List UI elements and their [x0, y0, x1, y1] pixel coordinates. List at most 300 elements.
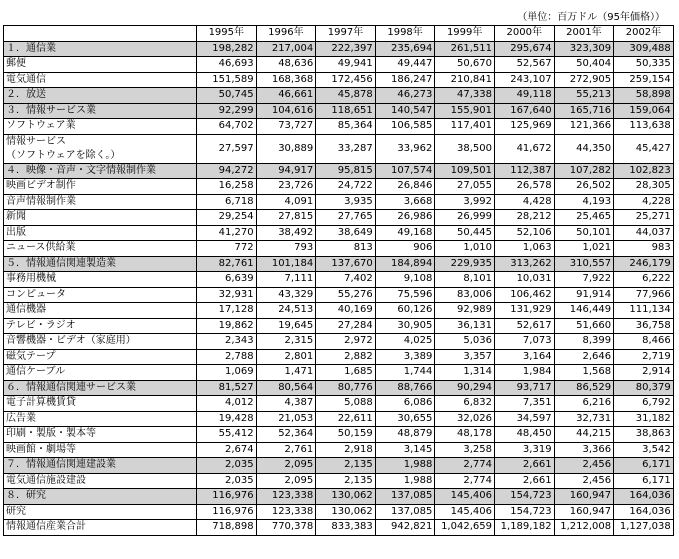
value-cell: 38,492 — [256, 225, 316, 241]
value-cell: 48,178 — [435, 427, 495, 443]
subcategory-label: 広告業 — [4, 411, 197, 427]
value-cell: 2,661 — [494, 458, 554, 474]
subcategory-label: 映画ビデオ制作 — [4, 179, 197, 195]
value-cell: 772 — [197, 241, 257, 257]
value-cell: 7,402 — [316, 272, 376, 288]
subcategory-row — [4, 303, 674, 319]
value-cell: 140,547 — [375, 103, 435, 119]
subcategory-label: テレビ・ラジオ — [4, 318, 197, 334]
value-cell: 38,649 — [316, 225, 376, 241]
value-cell: 17,128 — [197, 303, 257, 319]
value-cell: 2,918 — [316, 442, 376, 458]
value-cell: 109,501 — [435, 163, 495, 179]
value-cell: 86,529 — [554, 380, 614, 396]
category-label: ３．情報サービス業 — [4, 103, 197, 119]
value-cell: 107,574 — [375, 163, 435, 179]
year-header: 1996年 — [256, 26, 316, 42]
value-cell: 92,299 — [197, 103, 257, 119]
value-cell: 770,378 — [256, 520, 316, 536]
value-cell: 3,366 — [554, 442, 614, 458]
subcategory-label: 情報サービス （ソフトウェアを除く。） — [4, 134, 197, 163]
value-cell: 49,168 — [375, 225, 435, 241]
value-cell: 4,228 — [614, 194, 674, 210]
value-cell: 793 — [256, 241, 316, 257]
value-cell: 32,731 — [554, 411, 614, 427]
value-cell: 3,145 — [375, 442, 435, 458]
value-cell: 2,761 — [256, 442, 316, 458]
value-cell: 75,596 — [375, 287, 435, 303]
value-cell: 51,660 — [554, 318, 614, 334]
subcategory-label: 音響機器・ビデオ（家庭用） — [4, 334, 197, 350]
value-cell: 2,719 — [614, 349, 674, 365]
value-cell: 159,064 — [614, 103, 674, 119]
subcategory-row — [4, 119, 674, 135]
value-cell: 19,645 — [256, 318, 316, 334]
value-cell: 2,095 — [256, 473, 316, 489]
value-cell: 3,992 — [435, 194, 495, 210]
value-cell: 50,159 — [316, 427, 376, 443]
value-cell: 116,976 — [197, 489, 257, 505]
value-cell: 27,597 — [197, 134, 257, 163]
value-cell: 906 — [375, 241, 435, 257]
value-cell: 2,095 — [256, 458, 316, 474]
value-cell: 1,063 — [494, 241, 554, 257]
value-cell: 1,021 — [554, 241, 614, 257]
subcategory-label: 電気通信 — [4, 72, 197, 88]
value-cell: 6,216 — [554, 396, 614, 412]
value-cell: 27,055 — [435, 179, 495, 195]
value-cell: 112,387 — [494, 163, 554, 179]
value-cell: 92,989 — [435, 303, 495, 319]
value-cell: 2,135 — [316, 473, 376, 489]
value-cell: 130,062 — [316, 489, 376, 505]
value-cell: 50,745 — [197, 88, 257, 104]
value-cell: 22,611 — [316, 411, 376, 427]
value-cell: 2,315 — [256, 334, 316, 350]
value-cell: 7,351 — [494, 396, 554, 412]
value-cell: 6,222 — [614, 272, 674, 288]
value-cell: 154,723 — [494, 489, 554, 505]
subcategory-label: 磁気テープ — [4, 349, 197, 365]
value-cell: 2,661 — [494, 473, 554, 489]
value-cell: 1,127,038 — [614, 520, 674, 536]
value-cell: 9,108 — [375, 272, 435, 288]
value-cell: 31,182 — [614, 411, 674, 427]
value-cell: 3,319 — [494, 442, 554, 458]
value-cell: 164,036 — [614, 504, 674, 520]
value-cell: 48,879 — [375, 427, 435, 443]
value-cell: 106,462 — [494, 287, 554, 303]
value-cell: 155,901 — [435, 103, 495, 119]
subcategory-label: 印刷・製版・製本等 — [4, 427, 197, 443]
value-cell: 2,972 — [316, 334, 376, 350]
value-cell: 23,726 — [256, 179, 316, 195]
value-cell: 1,988 — [375, 458, 435, 474]
subcategory-label: 音声情報制作業 — [4, 194, 197, 210]
value-cell: 52,567 — [494, 57, 554, 73]
value-cell: 2,343 — [197, 334, 257, 350]
value-cell: 2,456 — [554, 458, 614, 474]
value-cell: 323,309 — [554, 41, 614, 57]
value-cell: 3,164 — [494, 349, 554, 365]
value-cell: 113,638 — [614, 119, 674, 135]
category-label: ６．情報通信関連サービス業 — [4, 380, 197, 396]
value-cell: 82,761 — [197, 256, 257, 272]
table-body — [4, 41, 674, 535]
value-cell: 16,258 — [197, 179, 257, 195]
value-cell: 137,085 — [375, 504, 435, 520]
value-cell: 91,914 — [554, 287, 614, 303]
value-cell: 52,617 — [494, 318, 554, 334]
value-cell: 1,685 — [316, 365, 376, 381]
value-cell: 32,026 — [435, 411, 495, 427]
subcategory-label: 通信機器 — [4, 303, 197, 319]
value-cell: 43,329 — [256, 287, 316, 303]
value-cell: 259,154 — [614, 72, 674, 88]
value-cell: 121,366 — [554, 119, 614, 135]
value-cell: 7,073 — [494, 334, 554, 350]
value-cell: 46,273 — [375, 88, 435, 104]
value-cell: 27,815 — [256, 210, 316, 226]
value-cell: 1,984 — [494, 365, 554, 381]
unit-note: （単位：百万ドル（95年価格）） — [517, 12, 665, 23]
value-cell: 7,111 — [256, 272, 316, 288]
value-cell: 26,502 — [554, 179, 614, 195]
value-cell: 7,922 — [554, 272, 614, 288]
subcategory-row — [4, 473, 674, 489]
subcategory-label: ニュース供給業 — [4, 241, 197, 257]
value-cell: 30,889 — [256, 134, 316, 163]
category-row — [4, 458, 674, 474]
value-cell: 50,101 — [554, 225, 614, 241]
value-cell: 983 — [614, 241, 674, 257]
value-cell: 6,639 — [197, 272, 257, 288]
value-cell: 2,035 — [197, 473, 257, 489]
subcategory-row — [4, 427, 674, 443]
value-cell: 104,616 — [256, 103, 316, 119]
value-cell: 26,578 — [494, 179, 554, 195]
value-cell: 46,693 — [197, 57, 257, 73]
value-cell: 95,815 — [316, 163, 376, 179]
value-cell: 125,969 — [494, 119, 554, 135]
value-cell: 1,042,659 — [435, 520, 495, 536]
value-cell: 131,929 — [494, 303, 554, 319]
value-cell: 186,247 — [375, 72, 435, 88]
value-cell: 77,966 — [614, 287, 674, 303]
value-cell: 295,674 — [494, 41, 554, 57]
subcategory-row — [4, 194, 674, 210]
value-cell: 49,941 — [316, 57, 376, 73]
value-cell: 217,004 — [256, 41, 316, 57]
value-cell: 55,412 — [197, 427, 257, 443]
value-cell: 26,986 — [375, 210, 435, 226]
value-cell: 55,213 — [554, 88, 614, 104]
value-cell: 160,947 — [554, 504, 614, 520]
value-cell: 26,999 — [435, 210, 495, 226]
value-cell: 168,368 — [256, 72, 316, 88]
subcategory-row — [4, 57, 674, 73]
subcategory-label: コンピュータ — [4, 287, 197, 303]
header-row — [4, 26, 674, 42]
value-cell: 2,774 — [435, 473, 495, 489]
value-cell: 58,898 — [614, 88, 674, 104]
subcategory-label: 事務用機械 — [4, 272, 197, 288]
value-cell: 55,276 — [316, 287, 376, 303]
value-cell: 3,357 — [435, 349, 495, 365]
value-cell: 90,294 — [435, 380, 495, 396]
value-cell: 117,401 — [435, 119, 495, 135]
year-header: 2002年 — [614, 26, 674, 42]
subcategory-row — [4, 272, 674, 288]
value-cell: 27,765 — [316, 210, 376, 226]
value-cell: 94,272 — [197, 163, 257, 179]
value-cell: 19,862 — [197, 318, 257, 334]
value-cell: 3,542 — [614, 442, 674, 458]
value-cell: 41,270 — [197, 225, 257, 241]
value-cell: 52,364 — [256, 427, 316, 443]
value-cell: 1,010 — [435, 241, 495, 257]
value-cell: 8,399 — [554, 334, 614, 350]
value-cell: 40,169 — [316, 303, 376, 319]
value-cell: 833,383 — [316, 520, 376, 536]
value-cell: 38,863 — [614, 427, 674, 443]
year-header: 1995年 — [197, 26, 257, 42]
value-cell: 118,651 — [316, 103, 376, 119]
value-cell: 6,171 — [614, 458, 674, 474]
subcategory-row — [4, 72, 674, 88]
value-cell: 2,135 — [316, 458, 376, 474]
value-cell: 2,882 — [316, 349, 376, 365]
value-cell: 184,894 — [375, 256, 435, 272]
value-cell: 50,445 — [435, 225, 495, 241]
value-cell: 1,189,182 — [494, 520, 554, 536]
value-cell: 5,036 — [435, 334, 495, 350]
value-cell: 160,947 — [554, 489, 614, 505]
subcategory-label: 研究 — [4, 504, 197, 520]
total-label: 情報通信産業合計 — [4, 520, 197, 536]
value-cell: 137,085 — [375, 489, 435, 505]
value-cell: 8,101 — [435, 272, 495, 288]
value-cell: 107,282 — [554, 163, 614, 179]
value-cell: 5,088 — [316, 396, 376, 412]
value-cell: 33,287 — [316, 134, 376, 163]
value-cell: 172,456 — [316, 72, 376, 88]
value-cell: 47,338 — [435, 88, 495, 104]
value-cell: 116,976 — [197, 504, 257, 520]
value-cell: 88,766 — [375, 380, 435, 396]
value-cell: 2,456 — [554, 473, 614, 489]
value-cell: 2,674 — [197, 442, 257, 458]
value-cell: 718,898 — [197, 520, 257, 536]
value-cell: 4,091 — [256, 194, 316, 210]
value-cell: 1,314 — [435, 365, 495, 381]
value-cell: 145,406 — [435, 504, 495, 520]
value-cell: 25,271 — [614, 210, 674, 226]
value-cell: 52,106 — [494, 225, 554, 241]
value-cell: 36,758 — [614, 318, 674, 334]
value-cell: 4,387 — [256, 396, 316, 412]
subcategory-row — [4, 411, 674, 427]
year-header: 1999年 — [435, 26, 495, 42]
value-cell: 167,640 — [494, 103, 554, 119]
value-cell: 38,500 — [435, 134, 495, 163]
value-cell: 243,107 — [494, 72, 554, 88]
value-cell: 4,012 — [197, 396, 257, 412]
value-cell: 19,428 — [197, 411, 257, 427]
subcategory-row — [4, 365, 674, 381]
value-cell: 1,568 — [554, 365, 614, 381]
subcategory-row — [4, 287, 674, 303]
value-cell: 44,037 — [614, 225, 674, 241]
subcategory-label: 電気通信施設建設 — [4, 473, 197, 489]
value-cell: 30,655 — [375, 411, 435, 427]
category-label: ８．研究 — [4, 489, 197, 505]
value-cell: 2,035 — [197, 458, 257, 474]
value-cell: 272,905 — [554, 72, 614, 88]
value-cell: 45,878 — [316, 88, 376, 104]
value-cell: 2,788 — [197, 349, 257, 365]
value-cell: 229,935 — [435, 256, 495, 272]
value-cell: 24,513 — [256, 303, 316, 319]
value-cell: 222,397 — [316, 41, 376, 57]
industry-value-table — [3, 25, 674, 536]
value-cell: 50,670 — [435, 57, 495, 73]
subcategory-label: 郵便 — [4, 57, 197, 73]
value-cell: 44,350 — [554, 134, 614, 163]
value-cell: 27,284 — [316, 318, 376, 334]
value-cell: 36,131 — [435, 318, 495, 334]
subcategory-row — [4, 134, 674, 163]
subcategory-row — [4, 318, 674, 334]
value-cell: 164,036 — [614, 489, 674, 505]
total-row — [4, 520, 674, 536]
value-cell: 246,179 — [614, 256, 674, 272]
value-cell: 210,841 — [435, 72, 495, 88]
value-cell: 46,661 — [256, 88, 316, 104]
value-cell: 111,134 — [614, 303, 674, 319]
subcategory-row — [4, 504, 674, 520]
year-header: 2000年 — [494, 26, 554, 42]
value-cell: 145,406 — [435, 489, 495, 505]
value-cell: 154,723 — [494, 504, 554, 520]
value-cell: 6,832 — [435, 396, 495, 412]
subcategory-row — [4, 396, 674, 412]
value-cell: 28,212 — [494, 210, 554, 226]
subcategory-label: 映画館・劇場等 — [4, 442, 197, 458]
value-cell: 34,597 — [494, 411, 554, 427]
subcategory-row — [4, 225, 674, 241]
value-cell: 942,821 — [375, 520, 435, 536]
value-cell: 1,744 — [375, 365, 435, 381]
value-cell: 49,118 — [494, 88, 554, 104]
value-cell: 3,668 — [375, 194, 435, 210]
value-cell: 130,062 — [316, 504, 376, 520]
category-row — [4, 380, 674, 396]
value-cell: 2,646 — [554, 349, 614, 365]
value-cell: 83,006 — [435, 287, 495, 303]
subcategory-label: 新聞 — [4, 210, 197, 226]
value-cell: 10,031 — [494, 272, 554, 288]
value-cell: 49,447 — [375, 57, 435, 73]
category-label: ５．情報通信関連製造業 — [4, 256, 197, 272]
value-cell: 50,335 — [614, 57, 674, 73]
value-cell: 80,379 — [614, 380, 674, 396]
header-label-cell — [4, 26, 197, 42]
value-cell: 41,672 — [494, 134, 554, 163]
year-header: 1998年 — [375, 26, 435, 42]
value-cell: 1,069 — [197, 365, 257, 381]
value-cell: 81,527 — [197, 380, 257, 396]
value-cell: 261,511 — [435, 41, 495, 57]
value-cell: 4,193 — [554, 194, 614, 210]
value-cell: 4,428 — [494, 194, 554, 210]
category-row — [4, 88, 674, 104]
subcategory-label: ソフトウェア業 — [4, 119, 197, 135]
value-cell: 94,917 — [256, 163, 316, 179]
value-cell: 6,718 — [197, 194, 257, 210]
value-cell: 102,823 — [614, 163, 674, 179]
value-cell: 25,465 — [554, 210, 614, 226]
value-cell: 198,282 — [197, 41, 257, 57]
value-cell: 123,338 — [256, 489, 316, 505]
value-cell: 29,254 — [197, 210, 257, 226]
subcategory-row — [4, 349, 674, 365]
category-row — [4, 163, 674, 179]
value-cell: 45,427 — [614, 134, 674, 163]
value-cell: 123,338 — [256, 504, 316, 520]
value-cell: 6,171 — [614, 473, 674, 489]
subcategory-row — [4, 442, 674, 458]
subcategory-row — [4, 241, 674, 257]
year-header: 1997年 — [316, 26, 376, 42]
category-row — [4, 103, 674, 119]
subcategory-row — [4, 179, 674, 195]
subcategory-label: 出版 — [4, 225, 197, 241]
subcategory-row — [4, 334, 674, 350]
category-label: ２．放送 — [4, 88, 197, 104]
value-cell: 4,025 — [375, 334, 435, 350]
value-cell: 310,557 — [554, 256, 614, 272]
year-header: 2001年 — [554, 26, 614, 42]
value-cell: 151,589 — [197, 72, 257, 88]
value-cell: 2,801 — [256, 349, 316, 365]
category-label: １．通信業 — [4, 41, 197, 57]
value-cell: 137,670 — [316, 256, 376, 272]
value-cell: 64,702 — [197, 119, 257, 135]
value-cell: 80,564 — [256, 380, 316, 396]
value-cell: 85,364 — [316, 119, 376, 135]
value-cell: 235,694 — [375, 41, 435, 57]
value-cell: 93,717 — [494, 380, 554, 396]
value-cell: 1,212,008 — [554, 520, 614, 536]
value-cell: 73,727 — [256, 119, 316, 135]
value-cell: 313,262 — [494, 256, 554, 272]
category-row — [4, 41, 674, 57]
value-cell: 26,846 — [375, 179, 435, 195]
category-label: ７．情報通信関連建設業 — [4, 458, 197, 474]
value-cell: 1,988 — [375, 473, 435, 489]
value-cell: 30,905 — [375, 318, 435, 334]
value-cell: 32,931 — [197, 287, 257, 303]
value-cell: 6,792 — [614, 396, 674, 412]
value-cell: 3,258 — [435, 442, 495, 458]
value-cell: 60,126 — [375, 303, 435, 319]
value-cell: 28,305 — [614, 179, 674, 195]
value-cell: 50,404 — [554, 57, 614, 73]
value-cell: 3,935 — [316, 194, 376, 210]
value-cell: 2,914 — [614, 365, 674, 381]
subcategory-row — [4, 210, 674, 226]
